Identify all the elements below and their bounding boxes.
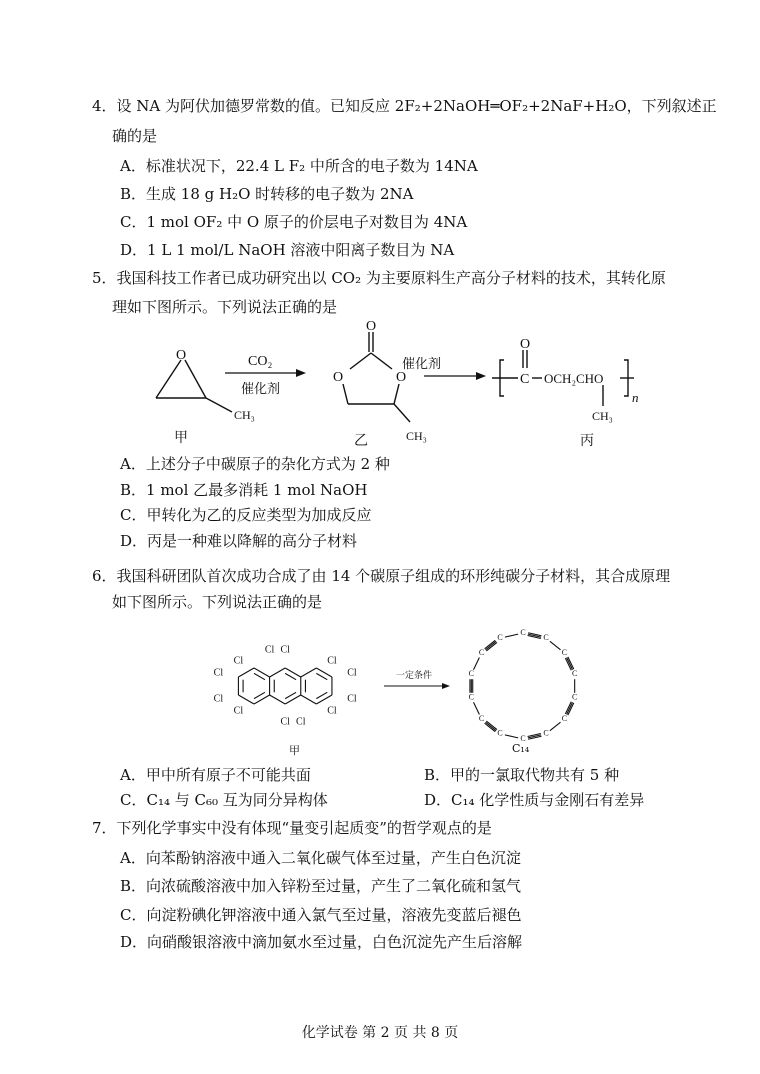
- chlorine-atom: Cl: [327, 655, 337, 667]
- q5-stem-line2: 理如下图所示。下列说法正确的是: [112, 298, 338, 316]
- chlorine-atom: Cl: [327, 705, 337, 717]
- epoxide-oxygen: O: [176, 348, 187, 363]
- chlorine-atom: Cl: [280, 716, 290, 728]
- double-bond: [285, 673, 296, 679]
- polymer-methyl: CH₃: [592, 409, 613, 423]
- carbonate-ring-o-left: O: [333, 370, 344, 385]
- q7-stem: 7．下列化学事实中没有体现“量变引起质变”的哲学观点的是: [92, 819, 492, 837]
- q6-stem-line1: 6．我国科研团队首次成功合成了由 14 个碳原子组成的环形纯碳分子材料，其合成原理: [92, 567, 671, 585]
- epoxide-structure: [156, 360, 232, 412]
- q7-option-a: A．向苯酚钠溶液中通入二氧化碳气体至过量，产生白色沉淀: [120, 849, 521, 867]
- carbon-atom: C: [468, 692, 475, 702]
- q7-option-c: C．向淀粉碘化钾溶液中通入氯气至过量，溶液先变蓝后褪色: [120, 906, 522, 924]
- q4-stem-line1: 4．设 NA 为阿伏加德罗常数的值。已知反应 2F₂+2NaOH═OF₂+2NaF+H₂O，下列叙述正: [92, 97, 717, 115]
- carbon-atom: C: [561, 647, 568, 657]
- double-bond: [285, 692, 296, 698]
- ring-bond: [270, 668, 286, 677]
- polymer-carbonyl-o: O: [520, 337, 531, 352]
- carbon-atom: C: [478, 713, 485, 723]
- single-bond: [473, 702, 479, 714]
- label-c14-q6: C₁₄: [512, 742, 530, 755]
- q5-option-d: D．丙是一种难以降解的高分子材料: [120, 532, 358, 550]
- q4-option-d: D．1 L 1 mol/L NaOH 溶液中阳离子数目为 NA: [120, 241, 455, 259]
- q5-stem-line1: 5．我国科技工作者已成功研究出以 CO₂ 为主要原料生产高分子材料的技术，其转化原: [92, 269, 666, 287]
- polymer-carbon: C: [520, 372, 530, 387]
- label-yi-q5: 乙: [354, 433, 368, 449]
- q5-option-c: C．甲转化为乙的反应类型为加成反应: [120, 506, 372, 524]
- double-bond: [254, 673, 265, 679]
- double-bond: [316, 692, 327, 698]
- triple-bond: [485, 641, 496, 649]
- q6-reaction-scheme: [190, 628, 610, 758]
- carbon-atom: C: [468, 669, 475, 679]
- polymer-chain-text: OCH₂CHO: [544, 371, 604, 386]
- q5-reaction-scheme: [140, 318, 680, 448]
- single-bond: [550, 641, 561, 649]
- ring-bond: [301, 695, 317, 704]
- q7-option-d: D．向硝酸银溶液中滴加氨水至过量，白色沉淀先产生后溶解: [120, 933, 523, 951]
- arrow-condition: 一定条件: [395, 670, 433, 681]
- q6-option-a: A．甲中所有原子不可能共面: [120, 766, 311, 784]
- ring-bond: [254, 668, 270, 677]
- polymer-repeat-n: n: [632, 390, 639, 405]
- double-bond: [316, 673, 327, 679]
- ring-bond: [285, 695, 301, 704]
- ring-bond: [285, 668, 301, 677]
- q6-option-b: B．甲的一氯取代物共有 5 种: [424, 766, 620, 784]
- arrow1-reagent-top: CO₂: [248, 354, 273, 369]
- epoxide-methyl: CH₃: [234, 408, 255, 422]
- carbon-atom: C: [520, 628, 526, 637]
- label-jia-q5: 甲: [174, 430, 188, 446]
- ring-bond: [316, 668, 332, 677]
- ring-bond: [270, 695, 286, 704]
- chlorine-atom: Cl: [213, 693, 224, 705]
- q6-option-d: D．C₁₄ 化学性质与金刚石有差异: [424, 791, 645, 809]
- chlorine-atom: Cl: [347, 693, 357, 705]
- chlorine-atom: Cl: [264, 644, 275, 656]
- single-bond: [505, 735, 518, 738]
- chlorine-atom: Cl: [233, 705, 244, 717]
- page-footer: 化学试卷 第 2 页 共 8 页: [301, 1025, 459, 1041]
- carbon-atom: C: [561, 713, 568, 723]
- carbonate-carbonyl-o: O: [366, 319, 377, 334]
- arrow1-reagent-bottom: 催化剂: [241, 381, 281, 396]
- chlorine-atom: Cl: [296, 716, 306, 728]
- carbon-atom: C: [571, 669, 578, 679]
- single-bond: [505, 634, 518, 637]
- q7-option-b: B．向浓硫酸溶液中加入锌粉至过量，产生了二氧化硫和氢气: [120, 877, 522, 895]
- q4-option-a: A．标准状况下，22.4 L F₂ 中所含的电子数为 14NA: [120, 157, 478, 175]
- carbon-atom: C: [543, 728, 549, 738]
- chlorine-atom: Cl: [280, 644, 290, 656]
- carbon-atom: C: [497, 633, 503, 643]
- label-jia-q6: 甲: [289, 744, 300, 757]
- carbon-atom: C: [543, 633, 549, 643]
- ring-bond: [301, 668, 317, 677]
- q6-option-c: C．C₁₄ 与 C₆₀ 互为同分异构体: [120, 791, 328, 809]
- carbon-atom: C: [497, 728, 503, 738]
- arrow2-reagent-top: 催化剂: [402, 356, 442, 371]
- q4-option-b: B．生成 18 g H₂O 时转移的电子数为 2NA: [120, 185, 414, 203]
- q4-option-c: C．1 mol OF₂ 中 O 原子的价层电子对数目为 4NA: [120, 213, 468, 231]
- chlorine-atom: Cl: [233, 655, 244, 667]
- ring-bond: [238, 695, 254, 704]
- single-bond: [550, 722, 561, 730]
- label-bing-q5: 丙: [580, 433, 594, 449]
- chlorine-atom: Cl: [347, 667, 357, 679]
- triple-bond: [485, 722, 496, 730]
- chlorine-atom: Cl: [213, 667, 224, 679]
- carbon-atom: C: [520, 733, 526, 743]
- ring-bond: [238, 668, 254, 677]
- arrow-head: [442, 683, 450, 689]
- carbonate-methyl: CH₃: [406, 429, 427, 443]
- q4-stem-line2: 确的是: [112, 127, 158, 145]
- carbonate-ring-o-right: O: [396, 370, 407, 385]
- ring-bond: [316, 695, 332, 704]
- ring-bond: [254, 695, 270, 704]
- q5-option-a: A．上述分子中碳原子的杂化方式为 2 种: [120, 455, 390, 473]
- q6-stem-line2: 如下图所示。下列说法正确的是: [112, 593, 323, 611]
- q5-option-b: B．1 mol 乙最多消耗 1 mol NaOH: [120, 481, 368, 499]
- single-bond: [473, 657, 479, 669]
- carbon-atom: C: [571, 692, 578, 702]
- carbon-atom: C: [478, 647, 485, 657]
- double-bond: [254, 692, 265, 698]
